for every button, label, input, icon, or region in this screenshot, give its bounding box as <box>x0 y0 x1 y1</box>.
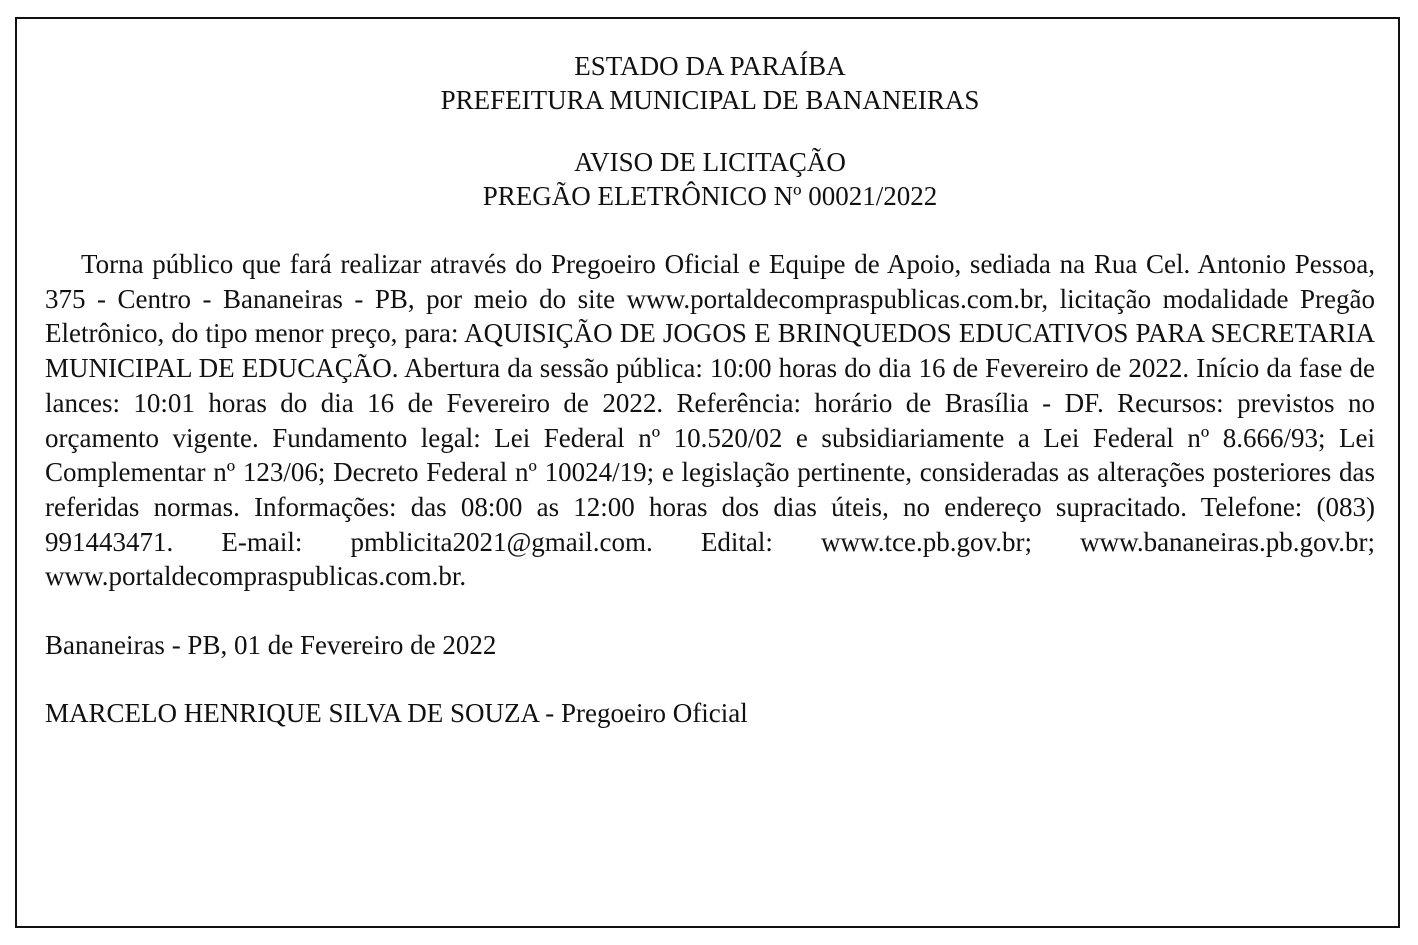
notice-body: Torna público que fará realizar através do Pregoeiro Oficial e Equipe de Apoio, sediada na Rua Cel. Antonio Pessoa, 375 - Centro - Bananeiras - PB, por meio do site www.portaldecompraspublicas.com.br, licitação modalidade Pregão Eletrônico, do tipo menor preço, para: AQUISIÇÃO DE JOGOS E BRINQUEDOS EDUCATIVOS PARA SECRETARIA MUNICIPAL DE EDUCAÇÃO. Abertura da sessão pública: 10:00 horas do dia 16 de Fevereiro de 2022. Início da fase de lances: 10:01 horas do dia 16 de Fevereiro de 2022. Referência: horário de Brasília - DF. Recursos: previstos no orçamento vigente. Fundamento legal: Lei Federal nº 10.520/02 e subsidiariamente a Lei Federal nº 8.666/93; Lei Complementar nº 123/06; Decreto Federal nº 10024/19; e legislação pertinente, consideradas as alterações posteriores das referidas normas. Informações: das 08:00 as 12:00 horas dos dias úteis, no endereço supracitado. Telefone: (083) 991443471. E-mail: pmblicita2021@gmail.com. Edital: www.tce.pb.gov.br; www.bananeiras.pb.gov.br; www.portaldecompraspublicas.com.br. <box>45 249 1375 592</box>
municipality-name: PREFEITURA MUNICIPAL DE BANANEIRAS <box>440 85 980 115</box>
process-number: PREGÃO ELETRÔNICO Nº 00021/2022 <box>482 181 938 211</box>
issuer-header <box>45 49 1375 117</box>
notice-title <box>45 145 1375 213</box>
notice-frame <box>15 17 1400 928</box>
date-line: Bananeiras - PB, 01 de Fevereiro de 2022 <box>45 630 497 661</box>
notice-type: AVISO DE LICITAÇÃO <box>574 147 846 177</box>
notice-content <box>45 49 1375 730</box>
signature-line: MARCELO HENRIQUE SILVA DE SOUZA - Pregoeiro Oficial <box>45 698 748 729</box>
state-name: ESTADO DA PARAÍBA <box>574 51 846 81</box>
